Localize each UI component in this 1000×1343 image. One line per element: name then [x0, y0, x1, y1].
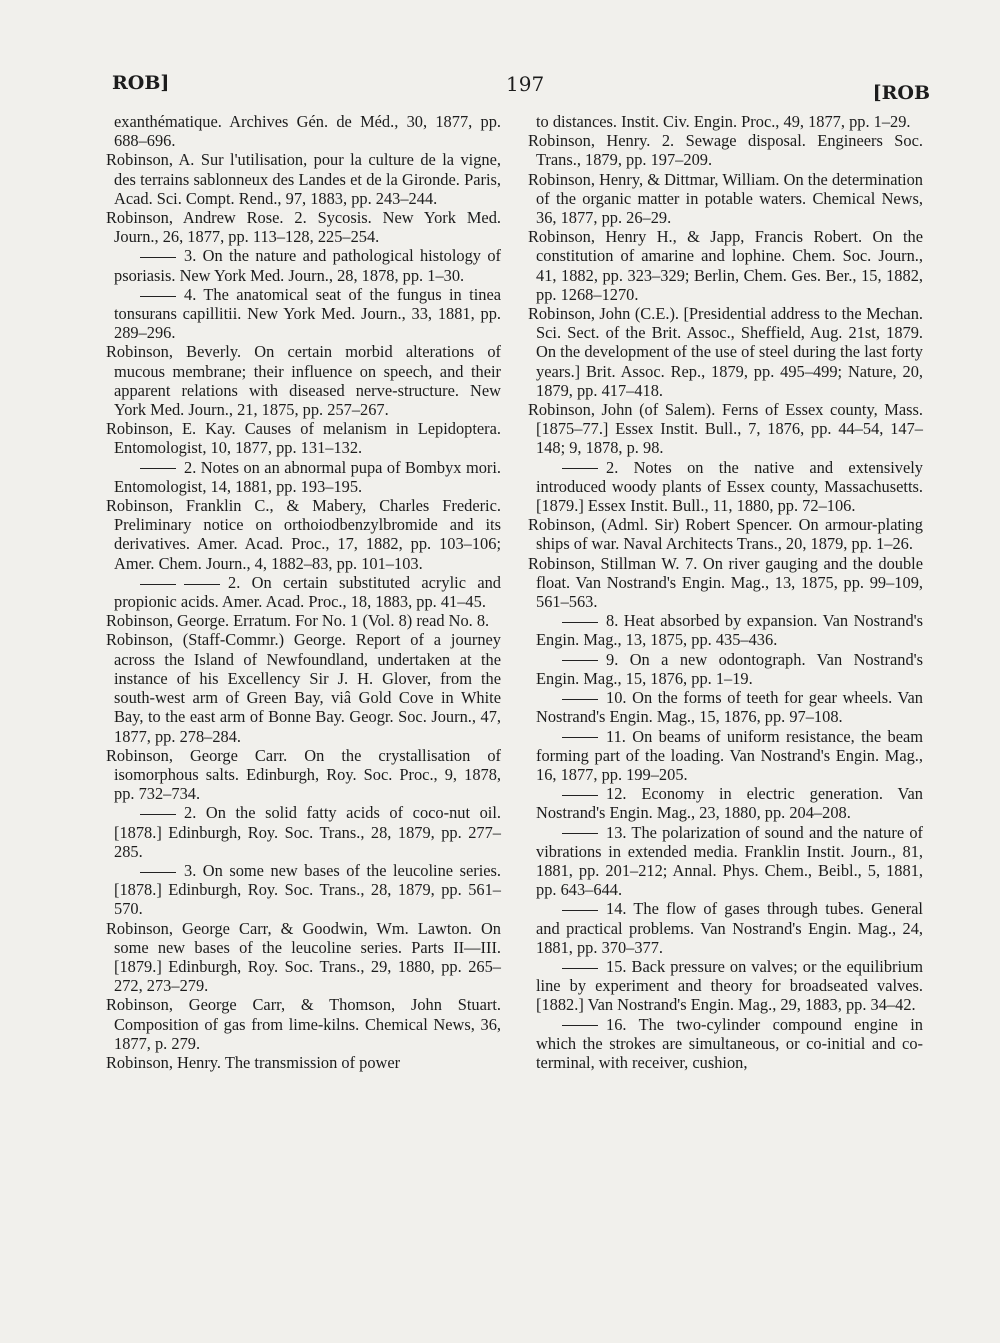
- entry: [528, 823, 923, 900]
- header-left: ROB]: [112, 72, 170, 94]
- entry: [528, 957, 923, 1015]
- entry: Robinson, George Carr, & Thomson, John Stuart. Composition of gas from lime-kilns. Chemical News, 36, 1877, p. 279.: [106, 995, 501, 1053]
- entry-text: 9. On a new odontograph. Van Nostrand's Engin. Mag., 15, 1876, pp. 1–19.: [536, 649, 923, 688]
- entry-text: 8. Heat absorbed by expansion. Van Nostrand's Engin. Mag., 13, 1875, pp. 435–436.: [536, 611, 923, 650]
- entry: to distances. Instit. Civ. Engin. Proc., 49, 1877, pp. 1–29.: [536, 112, 911, 131]
- ditto-dash: [562, 660, 598, 661]
- ditto-dash: [562, 910, 598, 911]
- entry-text: 2. Notes on the native and extensively introduced woody plants of Essex county, Massachusetts. [1879.] Essex Instit. Bull., 11, 1880, pp. 72–106.: [536, 457, 923, 516]
- entry: Robinson, E. Kay. Causes of melanism in Lepidoptera. Entomologist, 10, 1877, pp. 131–132.: [106, 419, 501, 458]
- entry: [106, 246, 501, 284]
- entry: Robinson, Henry, & Dittmar, William. On the determination of the organic matter in potable waters. Chemical News, 36, 1877, pp. 26–29.: [528, 169, 923, 228]
- entry-text: 3. On some new bases of the leucoline series. [1878.] Edinburgh, Roy. Soc. Trans., 28, 1879, pp. 561–570.: [114, 860, 501, 919]
- entry-text: 14. The flow of gases through tubes. General and practical problems. Van Nostrand's Engin. Mag., 24, 1881, pp. 370–377.: [536, 899, 923, 957]
- entry: [106, 285, 501, 343]
- entry: Robinson, Franklin C., & Mabery, Charles Frederic. Preliminary notice on orthoiodbenzylbromide and its derivatives. Amer. Acad. Proc., 17, 1882, pp. 103–106; Amer. Chem. Journ., 4, 1882–83, pp. 101–103.: [106, 496, 501, 573]
- entry: exanthématique. Archives Gén. de Méd., 30, 1877, pp. 688–696.: [114, 112, 501, 151]
- entry-text: 2. On the solid fatty acids of coco-nut oil. [1878.] Edinburgh, Roy. Soc. Trans., 28, 1879, pp. 277–285.: [114, 803, 501, 861]
- entry: [528, 611, 923, 649]
- page-header: [112, 72, 930, 102]
- entry-text: 15. Back pressure on valves; or the equilibrium line by experiment and theory for broadseated valves. [1882.] Van Nostrand's Engin. Mag., 29, 1883, pp. 34–42.: [536, 956, 923, 1015]
- entry: [106, 803, 501, 861]
- entry-text: 2. Notes on an abnormal pupa of Bombyx mori. Entomologist, 14, 1881, pp. 193–195.: [114, 457, 501, 496]
- entry-text: 3. On the nature and pathological histology of psoriasis. New York Med. Journ., 28, 1878, pp. 1–30.: [114, 246, 501, 285]
- entry-text: 16. The two-cylinder compound engine in which the strokes are simultaneous, or co-initial and co-terminal, with receiver, cushion,: [536, 1014, 923, 1072]
- entry: [528, 688, 923, 726]
- ditto-dash: [562, 833, 598, 834]
- right-column: [528, 112, 923, 1072]
- entry-text: 12. Economy in electric generation. Van Nostrand's Engin. Mag., 23, 1880, pp. 204–208.: [536, 784, 923, 823]
- entry-text: 13. The polarization of sound and the nature of vibrations in extended media. Franklin Instit. Journ., 81, 1881, pp. 201–212; Annal. Phys. Chem., Beibl., 5, 1881, pp. 643–644.: [536, 822, 923, 900]
- entry: [528, 458, 923, 516]
- ditto-dash: [562, 699, 598, 700]
- ditto-dash: [140, 296, 176, 297]
- entry: Robinson, George. Erratum. For No. 1 (Vol. 8) read No. 8.: [106, 611, 490, 631]
- ditto-dash: [562, 795, 598, 796]
- entry: [106, 458, 501, 496]
- entry-text: 2. On certain substituted acrylic and propionic acids. Amer. Acad. Proc., 18, 1883, pp. 41–45.: [114, 572, 501, 612]
- entry: [528, 784, 923, 822]
- left-column: [106, 112, 501, 1072]
- entry: Robinson, John (of Salem). Ferns of Essex county, Mass. [1875–77.] Essex Instit. Bull., 7, 1876, pp. 44–54, 147–148; 9, 1878, p. 98.: [528, 400, 923, 458]
- ditto-dash: [562, 737, 598, 738]
- ditto-dash: [140, 872, 176, 873]
- entry: Robinson, Henry. The transmission of power: [106, 1052, 401, 1072]
- entry: [528, 1015, 923, 1073]
- entry: Robinson, George Carr. On the crystallisation of isomorphous salts. Edinburgh, Roy. Soc. Proc., 9, 1878, pp. 732–734.: [106, 745, 501, 804]
- ditto-dash: [140, 814, 176, 815]
- entry-text: 4. The anatomical seat of the fungus in tinea tonsurans capillitii. New York Med. Journ., 33, 1881, pp. 289–296.: [114, 284, 501, 343]
- entry: [106, 573, 501, 611]
- entry: Robinson, Andrew Rose. 2. Sycosis. New York Med. Journ., 26, 1877, pp. 113–128, 225–254.: [106, 208, 501, 247]
- entry: Robinson, George Carr, & Goodwin, Wm. Lawton. On some new bases of the leucoline series. Parts II—III. [1879.] Edinburgh, Roy. Soc. Trans., 29, 1880, pp. 265–272, 273–279.: [106, 918, 501, 996]
- entry-text: 11. On beams of uniform resistance, the beam forming part of the loading. Van Nostrand's Engin. Mag., 16, 1877, pp. 199–205.: [536, 726, 923, 784]
- ditto-dash: [140, 257, 176, 258]
- header-right: [ROB: [872, 82, 930, 104]
- ditto-dash: [562, 968, 598, 969]
- entry: Robinson, Henry H., & Japp, Francis Robert. On the constitution of amarine and lophine. Chem. Soc. Journ., 41, 1882, pp. 323–329; Berlin, Chem. Ges. Ber., 15, 1882, pp. 1268–1270.: [528, 227, 923, 304]
- page-number: 197: [506, 72, 545, 96]
- entry-text: 10. On the forms of teeth for gear wheels. Van Nostrand's Engin. Mag., 15, 1876, pp. 97–108.: [536, 688, 923, 727]
- entry: Robinson, John (C.E.). [Presidential address to the Mechan. Sci. Sect. of the Brit. Assoc., Sheffield, Aug. 21st, 1879. On the development of the use of steel during the last forty years.] Brit. Assoc. Rep., 1879, pp. 495–499; Nature, 20, 1879, pp. 417–418.: [528, 304, 923, 400]
- entry: Robinson, A. Sur l'utilisation, pour la culture de la vigne, des terrains sablonneux des Landes et de la Gironde. Paris, Acad. Sci. Compt. Rend., 97, 1883, pp. 243–244.: [106, 150, 501, 208]
- ditto-dash: [562, 1025, 598, 1026]
- ditto-dash: [140, 468, 176, 469]
- entry: Robinson, Stillman W. 7. On river gauging and the double float. Van Nostrand's Engin. Mag., 13, 1875, pp. 99–109, 561–563.: [528, 553, 923, 612]
- entry: Robinson, (Adml. Sir) Robert Spencer. On armour-plating ships of war. Naval Architects Trans., 20, 1879, pp. 1–26.: [528, 515, 923, 554]
- entry: [528, 650, 923, 688]
- ditto-dash: [562, 468, 598, 469]
- entry: [106, 861, 501, 919]
- entry: Robinson, (Staff-Commr.) George. Report of a journey across the Island of Newfoundland, undertaken at the instance of his Excellency Sir J. H. Glover, from the south-west arm of Green Bay, viâ Gold Cove in White Bay, to the east arm of Bonne Bay. Geogr. Soc. Journ., 47, 1877, pp. 278–284.: [106, 630, 501, 746]
- entry: [528, 899, 923, 957]
- entry: Robinson, Henry. 2. Sewage disposal. Engineers Soc. Trans., 1879, pp. 197–209.: [528, 131, 923, 170]
- entry: Robinson, Beverly. On certain morbid alterations of mucous membrane; their influence on speech, and their apparent relations with diseased nerve-structure. New York Med. Journ., 21, 1875, pp. 257–267.: [106, 342, 501, 420]
- entry: [528, 727, 923, 785]
- ditto-dash: [140, 584, 176, 585]
- ditto-dash: [184, 584, 220, 585]
- ditto-dash: [562, 622, 598, 623]
